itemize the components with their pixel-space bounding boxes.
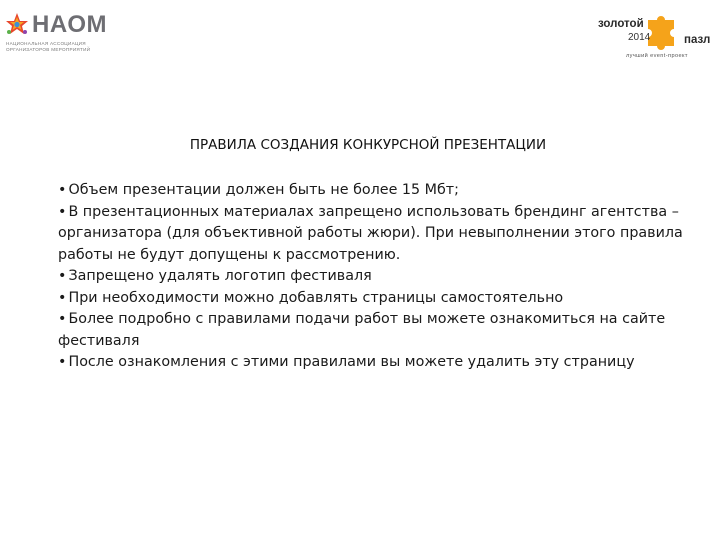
logo-year: 2014 xyxy=(628,32,651,43)
naom-subtitle-line: ОРГАНИЗАТОРОВ МЕРОПРИЯТИЙ xyxy=(6,47,91,52)
bullet: • xyxy=(58,268,67,284)
rule-text: После ознакомления с этими правилами вы можете удалить эту страницу xyxy=(68,354,635,370)
page-title: ПРАВИЛА СОЗДАНИЯ КОНКУРСНОЙ ПРЕЗЕНТАЦИИ xyxy=(189,137,547,153)
rule-text: Более подробно с правилами подачи работ вы можете ознакомиться на сайте фестиваля xyxy=(58,311,666,349)
list-item xyxy=(58,180,698,202)
naom-subtitle xyxy=(6,41,104,53)
logo-word-top: золотой xyxy=(598,18,644,30)
zolotoy-pazl-logo xyxy=(592,12,716,60)
naom-title: НАОМ xyxy=(32,11,108,38)
bullet: • xyxy=(58,354,67,370)
bullet: • xyxy=(58,182,67,198)
list-item xyxy=(58,266,698,288)
star-logo-icon xyxy=(4,12,30,38)
bullet: • xyxy=(58,289,67,306)
bullet: • xyxy=(58,311,67,327)
list-item xyxy=(58,352,698,374)
rule-text: Запрещено удалять логотип фестиваля xyxy=(68,268,372,284)
rule-text: Объем презентации должен быть не более 15 Мбт; xyxy=(68,182,459,198)
list-item xyxy=(58,202,698,267)
naom-subtitle-line: НАЦИОНАЛЬНАЯ АССОЦИАЦИЯ xyxy=(6,41,86,46)
list-item xyxy=(58,309,698,352)
logo-word-bottom: пазл xyxy=(684,34,711,46)
list-item xyxy=(58,288,698,310)
naom-logo xyxy=(4,10,108,58)
rule-text: При необходимости можно добавлять страницы самостоятельно xyxy=(68,289,564,306)
bullet: • xyxy=(58,203,67,220)
rules-list xyxy=(58,180,698,374)
rule-text: В презентационных материалах запрещено использовать брендинг агентства – организатора (для объективной работы жюри). При невыполнении этого правила работы не будут допущены к рассмотрению. xyxy=(58,203,683,263)
logo-tagline: лучший event-проект xyxy=(626,53,688,59)
